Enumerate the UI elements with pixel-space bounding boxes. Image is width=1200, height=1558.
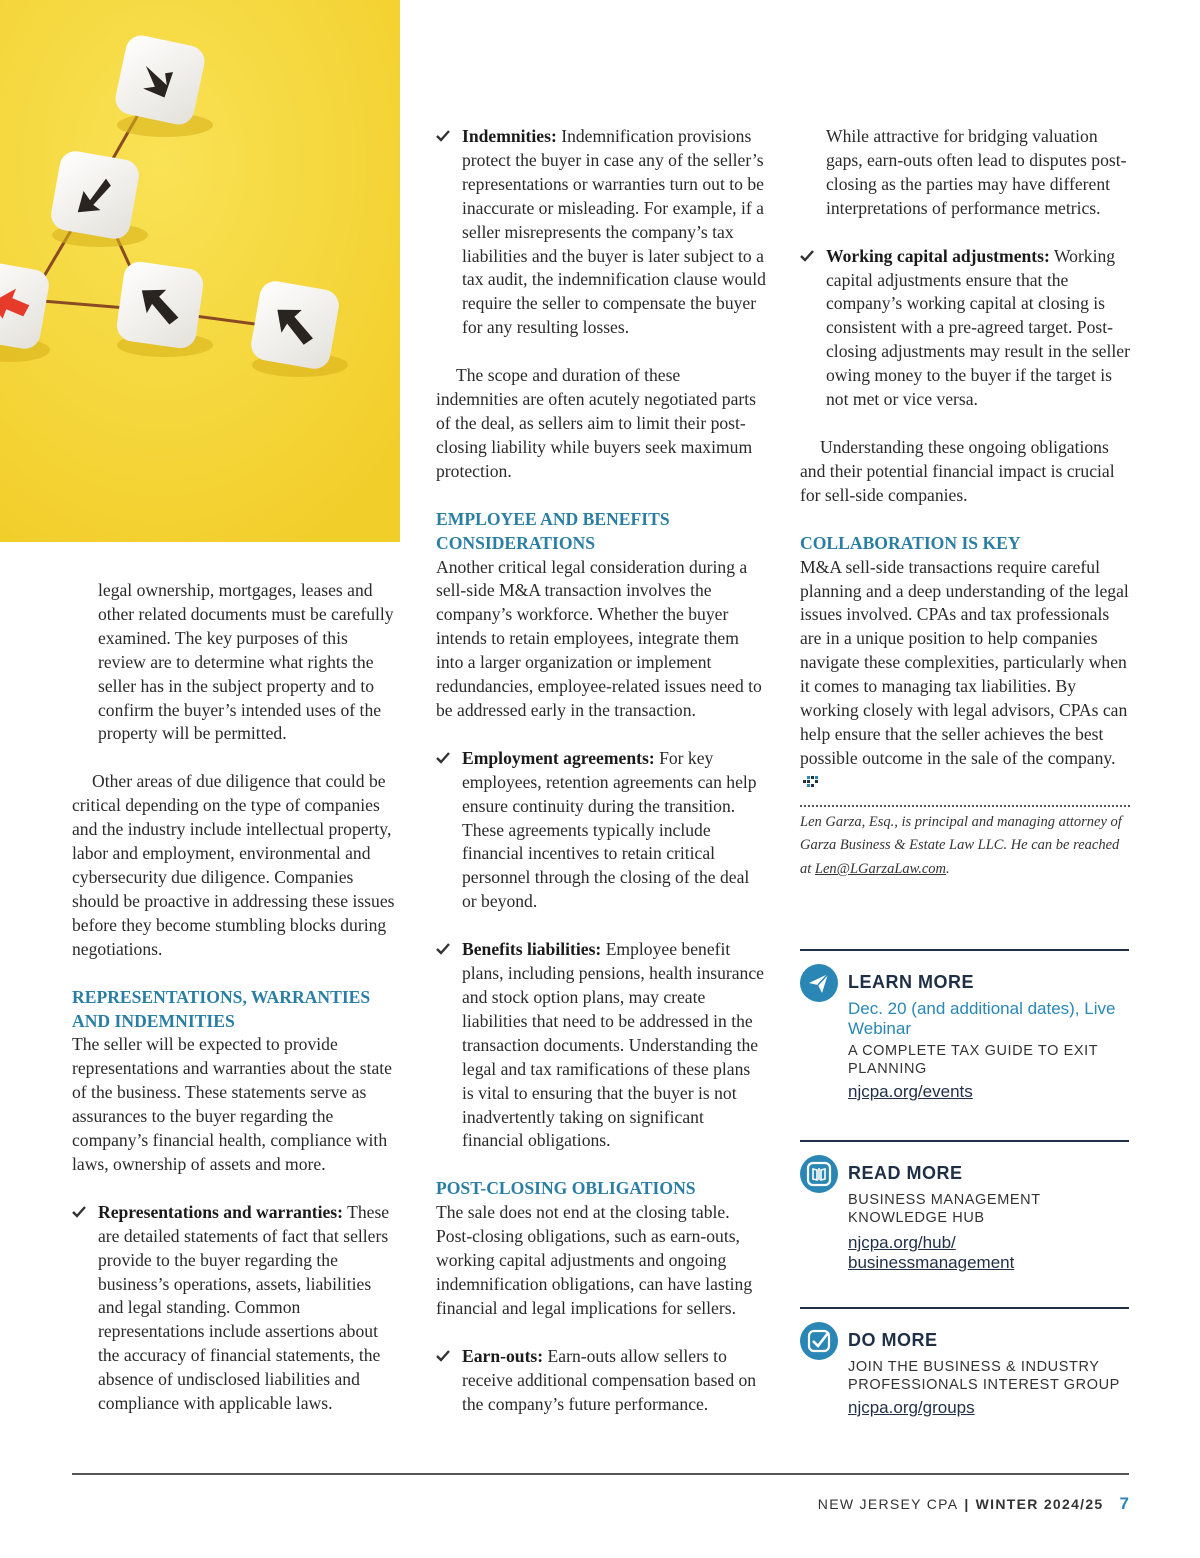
author-email-link[interactable]: Len@LGarzaLaw.com <box>814 861 947 878</box>
footer-rule <box>72 1473 1129 1475</box>
bullet-title: Earn-outs: <box>462 1345 544 1366</box>
body-paragraph: The seller will be expected to provide representations and warranties about the state of the business. These statements serve as assurances to the buyer regarding the company’s financial health, compliance with laws, ownership of assets and more. <box>72 1034 392 1174</box>
webinar-date: Dec. 20 (and additional dates), Live Webinar <box>848 999 1116 1038</box>
read-more-box <box>800 1140 1129 1292</box>
learn-more-box <box>800 949 1129 1131</box>
arrow-dice-icon <box>0 0 400 542</box>
end-mark-icon <box>803 775 819 789</box>
page-number: 7 <box>1119 1494 1129 1513</box>
read-more-title: READ MORE <box>848 1163 963 1183</box>
checkmark-icon <box>436 943 450 955</box>
byline-end: . <box>946 861 950 878</box>
checkmark-icon <box>72 1206 86 1218</box>
checkmark-icon <box>800 250 814 262</box>
bullet-item <box>800 245 1130 412</box>
page-footer <box>818 1494 1129 1514</box>
do-more-box <box>800 1307 1129 1439</box>
hub-title: BUSINESS MANAGEMENT KNOWLEDGE HUB <box>848 1192 1041 1226</box>
column-1 <box>72 579 400 1416</box>
bullet-title: Employment agreements: <box>462 747 655 768</box>
group-title: JOIN THE BUSINESS & INDUSTRY PROFESSIONALS INTEREST GROUP <box>848 1359 1120 1393</box>
body-paragraph: Understanding these ongoing obligations and their potential financial impact is crucial for sell-side companies. <box>800 436 1115 505</box>
do-more-title: DO MORE <box>848 1330 938 1350</box>
checkmark-icon <box>436 752 450 764</box>
checkbox-icon <box>800 1322 838 1360</box>
hub-link-line2[interactable]: businessmanagement <box>848 1253 1015 1272</box>
body-paragraph: Other areas of due diligence that could be critical depending on the type of companies and the industry include intellectual property, labor and employment, environmental and cybersecurity due diligence. Companies should be proactive in addressing these issues before they become stumbling blocks during negotiations. <box>72 771 395 959</box>
paper-plane-icon <box>800 964 838 1002</box>
body-paragraph: Another critical legal consideration during a sell-side M&A transaction involves the company’s workforce. Whether the buyer intends to retain employees, integrate them into a larger organization or implement redundancies, employee-related issues need to be addressed early in the transaction. <box>436 556 762 720</box>
hub-link-line1[interactable]: njcpa.org/hub/ <box>848 1233 956 1252</box>
footer-separator: | <box>964 1496 970 1512</box>
column-3 <box>800 125 1130 882</box>
body-paragraph: While attractive for bridging valuation gaps, earn-outs often lead to disputes post-closing as the parties may have different interpretations of performance metrics. <box>826 126 1127 218</box>
groups-link[interactable]: njcpa.org/groups <box>848 1398 975 1417</box>
bullet-item <box>436 938 766 1153</box>
bullet-title: Representations and warranties: <box>98 1201 343 1222</box>
bullet-item <box>72 1201 400 1416</box>
bullet-text: For key employees, retention agreements can help ensure continuity during the transition. These agreements typically include financial incentives to retain critical personnel through the closing of the deal or beyond. <box>462 747 757 912</box>
body-text: M&A sell-side transactions require careful planning and a deep understanding of the legal issues involved. CPAs and tax professionals are in a unique position to help companies navigate these complexities, particularly when it comes to managing tax liabilities. By working closely with legal advisors, CPAs can help ensure that the seller achieves the best possible outcome in the sale of the company. <box>800 556 1129 768</box>
bullet-item <box>436 747 766 914</box>
dotted-divider <box>800 805 1130 807</box>
bullet-title: Benefits liabilities: <box>462 939 602 960</box>
issue-label: WINTER 2024/25 <box>975 1496 1104 1512</box>
bullet-text: Indemnification provisions protect the buyer in case any of the seller’s representations or warranties turn out to be inaccurate or misleading. For example, if a seller misrepresents the company’s tax liabilities and the buyer is later subject to a tax audit, the indemnification clause would require the seller to compensate the buyer for any resulting losses. <box>462 126 766 338</box>
header-photo <box>0 0 400 542</box>
bullet-item <box>436 1345 766 1417</box>
section-heading: EMPLOYEE AND BENEFITS CONSIDERATIONS <box>436 508 670 553</box>
bullet-text: Earn-outs allow sellers to receive additional compensation based on the company’s future performance. <box>462 1345 757 1414</box>
byline-text: Len Garza, Esq., is principal and managing attorney of Garza Business & Estate Law LLC. He can be reached at <box>800 813 1122 878</box>
bullet-text: Employee benefit plans, including pensions, health insurance and stock option plans, may create liabilities that need to be addressed in the transaction documents. Understanding the legal and tax ramifications of these plans is vital to ensuring that the buyer is not inadvertently taking on significant financial obligations. <box>462 939 764 1151</box>
bullet-title: Indemnities: <box>462 126 557 146</box>
body-paragraph: The sale does not end at the closing table. Post-closing obligations, such as earn-outs, working capital adjustments and ongoing indemnification obligations, can have lasting financial and legal implications for sellers. <box>436 1202 753 1318</box>
book-icon <box>800 1155 838 1193</box>
body-paragraph: legal ownership, mortgages, leases and other related documents must be carefully examined. The key purposes of this review are to determine what rights the seller has in the subject property and to confirm the buyer’s intended uses of the property will be permitted. <box>98 580 394 744</box>
checkmark-icon <box>436 1350 450 1362</box>
section-heading: REPRESENTATIONS, WARRANTIES AND INDEMNITIES <box>72 986 371 1031</box>
bullet-text: These are detailed statements of fact that sellers provide to the buyer regarding the business’s operations, assets, liabilities and legal standing. Common representations include assertions about the accuracy of financial statements, the absence of undisclosed liabilities and compliance with applicable laws. <box>98 1201 390 1414</box>
body-paragraph <box>800 556 1130 795</box>
bullet-title: Working capital adjustments: <box>826 245 1050 266</box>
learn-more-title: LEARN MORE <box>848 972 974 992</box>
author-byline <box>800 811 1130 882</box>
bullet-item <box>436 125 766 340</box>
section-heading: COLLABORATION IS KEY <box>800 532 1021 553</box>
body-paragraph: The scope and duration of these indemnities are often acutely negotiated parts of the deal, as sellers aim to limit their post-closing liability while buyers seek maximum protection. <box>436 365 756 481</box>
events-link[interactable]: njcpa.org/events <box>848 1082 973 1101</box>
webinar-title: A COMPLETE TAX GUIDE TO EXIT PLANNING <box>848 1043 1098 1077</box>
checkmark-icon <box>436 130 450 142</box>
section-heading: POST-CLOSING OBLIGATIONS <box>436 1178 696 1199</box>
publication-name: NEW JERSEY CPA <box>817 1496 959 1512</box>
column-2 <box>436 125 766 1417</box>
bullet-text: Working capital adjustments ensure that the company’s working capital at closing is consistent with a pre-agreed target. Post-closing adjustments may result in the seller owing money to the buyer if the target is not met or vice versa. <box>826 245 1130 410</box>
